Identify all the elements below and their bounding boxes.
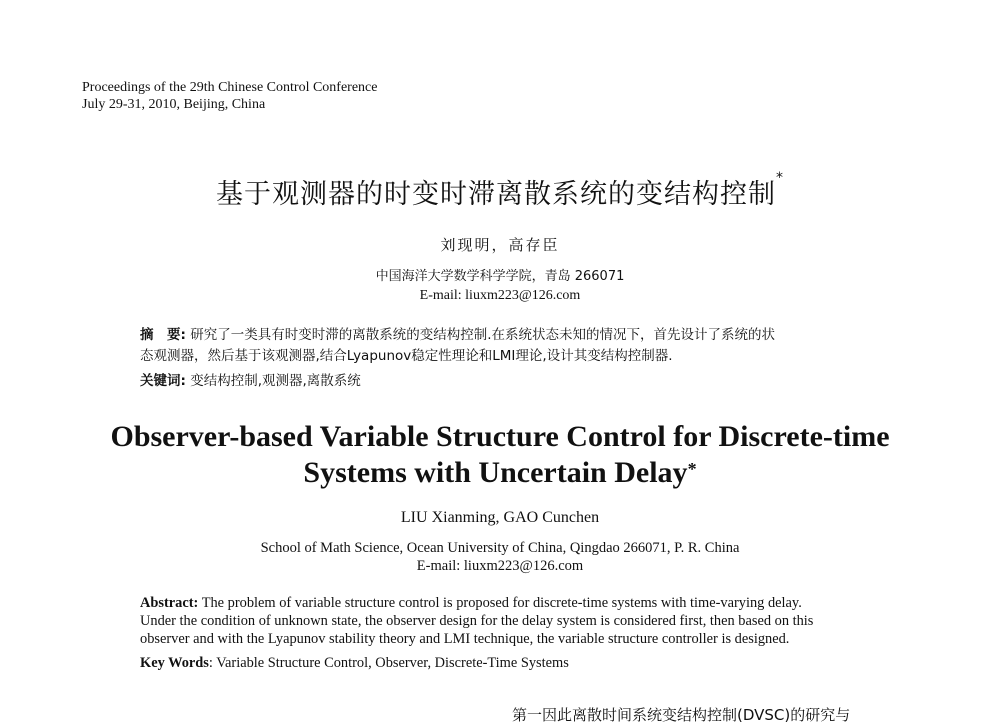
- chinese-keywords-text: 变结构控制,观测器,离散系统: [190, 373, 361, 389]
- chinese-affiliation: 中国海洋大学数学科学学院，青岛 266071: [375, 269, 625, 284]
- proceedings-header: [82, 79, 377, 113]
- chinese-abstract: [140, 325, 870, 367]
- body-text-fragment: 第一因此离散时间系统变结构控制(DVSC)的研究与: [512, 706, 851, 724]
- chinese-abstract-line1: 研究了一类具有时变时滞的离散系统的变结构控制.在系统状态未知的情况下，首先设计了系统的状: [190, 327, 775, 343]
- chinese-authors: 刘现明，高存臣: [440, 236, 560, 254]
- english-affiliation-block: [0, 539, 1000, 575]
- chinese-keywords: [140, 369, 361, 389]
- english-title: [0, 419, 1000, 491]
- english-keywords-label: Key Words: [140, 655, 209, 671]
- english-email: E-mail: liuxm223@126.com: [416, 558, 584, 574]
- proceedings-name: Proceedings of the 29th Chinese Control Conference: [82, 80, 378, 95]
- english-abstract: [140, 594, 870, 648]
- english-keywords-text: : Variable Structure Control, Observer, Discrete-Time Systems: [208, 655, 569, 671]
- english-title-footnote-mark: *: [687, 459, 697, 479]
- chinese-title-footnote-mark: *: [776, 170, 784, 186]
- english-title-line1: Observer-based Variable Structure Control for Discrete-time: [110, 420, 890, 453]
- chinese-title-text: 基于观测器的时变时滞离散系统的变结构控制: [216, 179, 776, 210]
- chinese-email: E-mail: liuxm223@126.com: [419, 288, 581, 303]
- chinese-keywords-label: 关键词:: [140, 373, 186, 389]
- english-abstract-line3: observer and with the Lyapunov stability theory and LMI technique, the variable structure controller is designed.: [140, 631, 790, 647]
- english-abstract-label: Abstract:: [140, 595, 199, 611]
- chinese-title: [0, 172, 1000, 211]
- english-affiliation: School of Math Science, Ocean University of China, Qingdao 266071, P. R. China: [260, 540, 740, 556]
- english-abstract-line1: The problem of variable structure control is proposed for discrete-time systems with time-varying delay.: [201, 595, 802, 611]
- english-keywords: [140, 655, 569, 672]
- chinese-abstract-label: 摘 要:: [140, 327, 186, 343]
- chinese-abstract-line2: 态观测器，然后基于该观测器,结合Lyapunov稳定性理论和LMI理论,设计其变结构控制器.: [140, 348, 673, 364]
- english-authors: LIU Xianming, GAO Cunchen: [400, 509, 600, 526]
- chinese-affiliation-block: [0, 267, 1000, 305]
- english-abstract-line2: Under the condition of unknown state, the observer design for the delay system is considered first, then based on this: [140, 613, 814, 629]
- proceedings-date-location: July 29-31, 2010, Beijing, China: [82, 97, 266, 112]
- english-title-line2: Systems with Uncertain Delay: [303, 456, 688, 489]
